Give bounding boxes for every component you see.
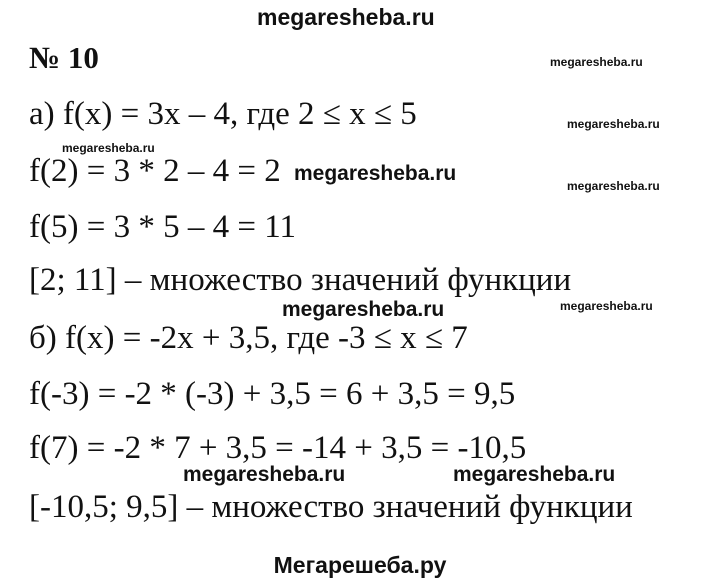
watermark-middle: megaresheba.ru: [282, 298, 445, 321]
watermark-right-1: megaresheba.ru: [550, 55, 643, 69]
watermark-inline-1: megaresheba.ru: [294, 162, 457, 185]
solution-line-a-range: [2; 11] – множество значений функции: [29, 262, 572, 298]
solution-line-a-task: а) f(x) = 3x – 4, где 2 ≤ x ≤ 5: [29, 96, 417, 132]
watermark-bottom-right: megaresheba.ru: [453, 463, 616, 486]
footer-site-name: Мегарешеба.ру: [273, 552, 447, 578]
solution-line-b-range: [-10,5; 9,5] – множество значений функции: [29, 489, 633, 525]
watermark-top: megaresheba.ru: [257, 4, 435, 30]
solution-line-f-minus3: f(-3) = -2 * (-3) + 3,5 = 6 + 3,5 = 9,5: [29, 376, 516, 412]
solution-line-f7: f(7) = -2 * 7 + 3,5 = -14 + 3,5 = -10,5: [29, 430, 527, 466]
watermark-left-small: megaresheba.ru: [62, 141, 155, 155]
solution-line-f5: f(5) = 3 * 5 – 4 = 11: [29, 209, 296, 245]
solution-line-b-task: б) f(x) = -2x + 3,5, где -3 ≤ x ≤ 7: [29, 320, 468, 356]
watermark-right-4: megaresheba.ru: [560, 299, 653, 313]
problem-number: № 10: [29, 40, 99, 75]
solution-line-f2: f(2) = 3 * 2 – 4 = 2: [29, 153, 281, 189]
watermark-right-3: megaresheba.ru: [567, 179, 660, 193]
watermark-right-2: megaresheba.ru: [567, 117, 660, 131]
watermark-bottom-left: megaresheba.ru: [183, 463, 346, 486]
